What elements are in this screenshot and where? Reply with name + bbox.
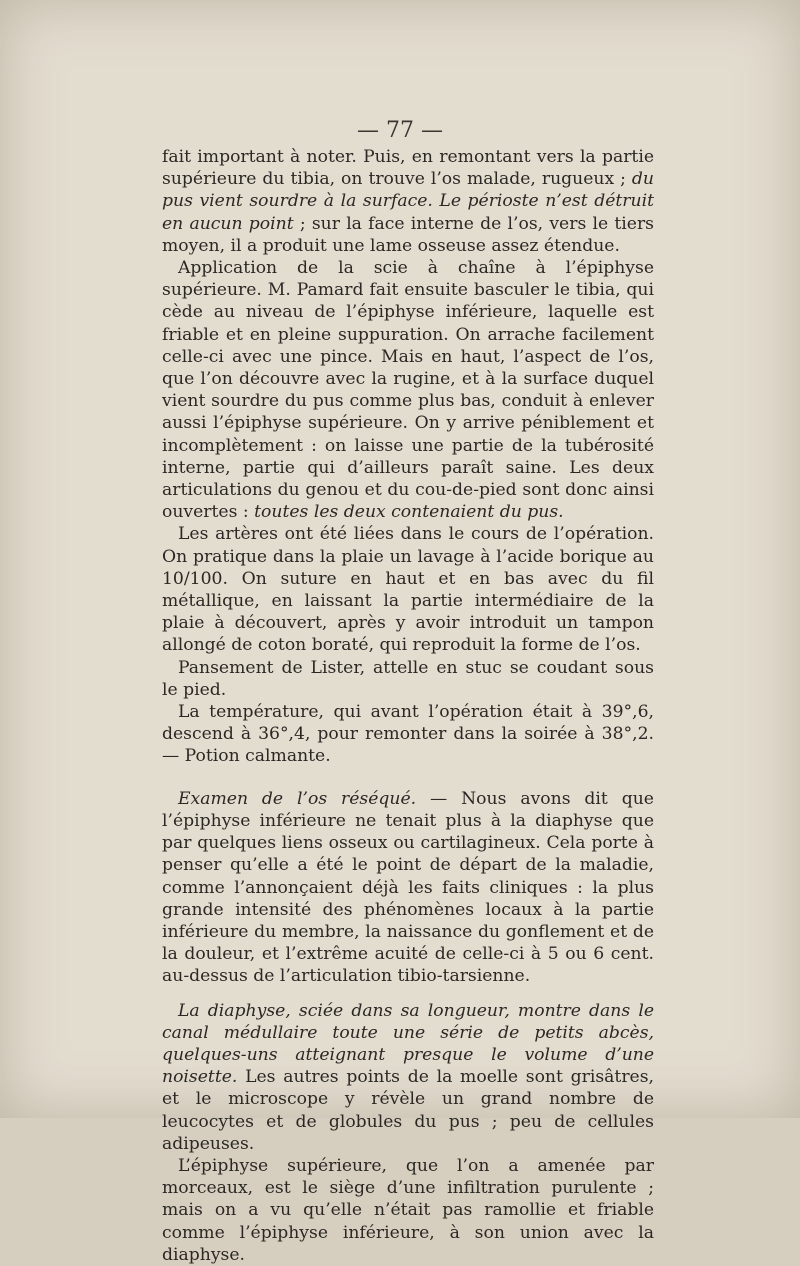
paragraph-6 [162,788,654,988]
paragraph-6-text: — Nous avons dit que l’épiphyse inférieure ne tenait plus à la diaphyse que par quelques liens osseux ou cartilagineux. Cela porte à penser qu’elle a été le point de départ de la maladie, comme l’annonçaient déjà les faits cliniques : la plus grande intensité des phénomènes locaux à la partie inférieure du membre, la naissance du gonflement et de la douleur, et l’extrême acuité de celle-ci à 5 ou 6 cent. au-dessus de l’articulation tibio-tarsienne. [162,788,654,987]
paragraph-1-italic: du pus vient sourdre à la surface. Le périoste n’est détruit en aucun point [162,169,654,234]
paragraph-2-text: Application de la scie à chaîne à l’épiphyse supérieure. M. Pamard fait ensuite basculer le tibia, qui cède au niveau de l’épiphyse inférieure, laquelle est friable et en pleine suppuration. On arrache facilement celle-ci avec une pince. Mais en haut, l’aspect de l’os, que l’on découvre avec la rugine, et à la surface duquel vient sourdre du pus comme plus bas, conduit à enlever aussi l’épiphyse supérieure. On y arrive péniblement et incomplètement : on laisse une partie de la tubérosité interne, partie qui d’ailleurs paraît saine. Les deux articulations du genou et du cou-de-pied sont donc ainsi ouvertes : [162,258,654,523]
paragraph-6-italic: Examen de l’os réséqué. [178,788,417,809]
paragraph-8-text: L’épiphyse supérieure, que l’on a amenée par morceaux, est le siège d’une infiltration purulente ; mais on a vu qu’elle n’était pas ramollie et friable comme l’épiphyse inférieure, à son union avec la diaphyse. [162,1155,654,1265]
paragraph-1-text: fait important à noter. Puis, en remontant vers la partie supérieure du tibia, on trouve l’os malade, rugueux ; [162,147,654,190]
paragraph-2 [162,257,654,523]
paragraph-4-text: Pansement de Lister, attelle en stuc se coudant sous le pied. [162,657,654,700]
body-text [162,146,654,1266]
paragraph-1 [162,146,654,257]
paragraph-2-italic: toutes les deux contenaient du pus. [254,502,564,523]
paragraph-7 [162,1000,654,1155]
paragraph-7-text: Les autres points de la moelle sont grisâtres, et le microscope y révèle un grand nombre de leucocytes et de globules du pus ; peu de cellules adipeuses. [162,1067,654,1154]
paragraph-3-text: Les artères ont été liées dans le cours de l’opération. On pratique dans la plaie un lavage à l’acide borique au 10/100. On suture en haut et en bas avec du fil métallique, en laissant la partie intermédiaire de la plaie à découvert, après y avoir introduit un tampon allongé de coton boraté, qui reproduit la forme de l’os. [162,524,654,656]
paragraph-5-text: La température, qui avant l’opération était à 39°,6, descend à 36°,4, pour remonter dans la soirée à 38°,2. — Potion calmante. [162,702,654,767]
paragraph-5 [162,701,654,768]
paragraph-4 [162,657,654,701]
paragraph-7-italic: La diaphyse, sciée dans sa longueur, montre dans le canal médullaire toute une série de petits abcès, quelques-uns atteignant presque le volume d’une noisette. [162,1000,654,1088]
page-number: — 77 — [357,118,443,143]
paragraph-1-text-end: ; sur la face interne de l’os, vers le tiers moyen, il a produit une lame osseuse assez étendue. [162,213,654,256]
paragraph-3 [162,523,654,656]
paragraph-8 [162,1155,654,1266]
